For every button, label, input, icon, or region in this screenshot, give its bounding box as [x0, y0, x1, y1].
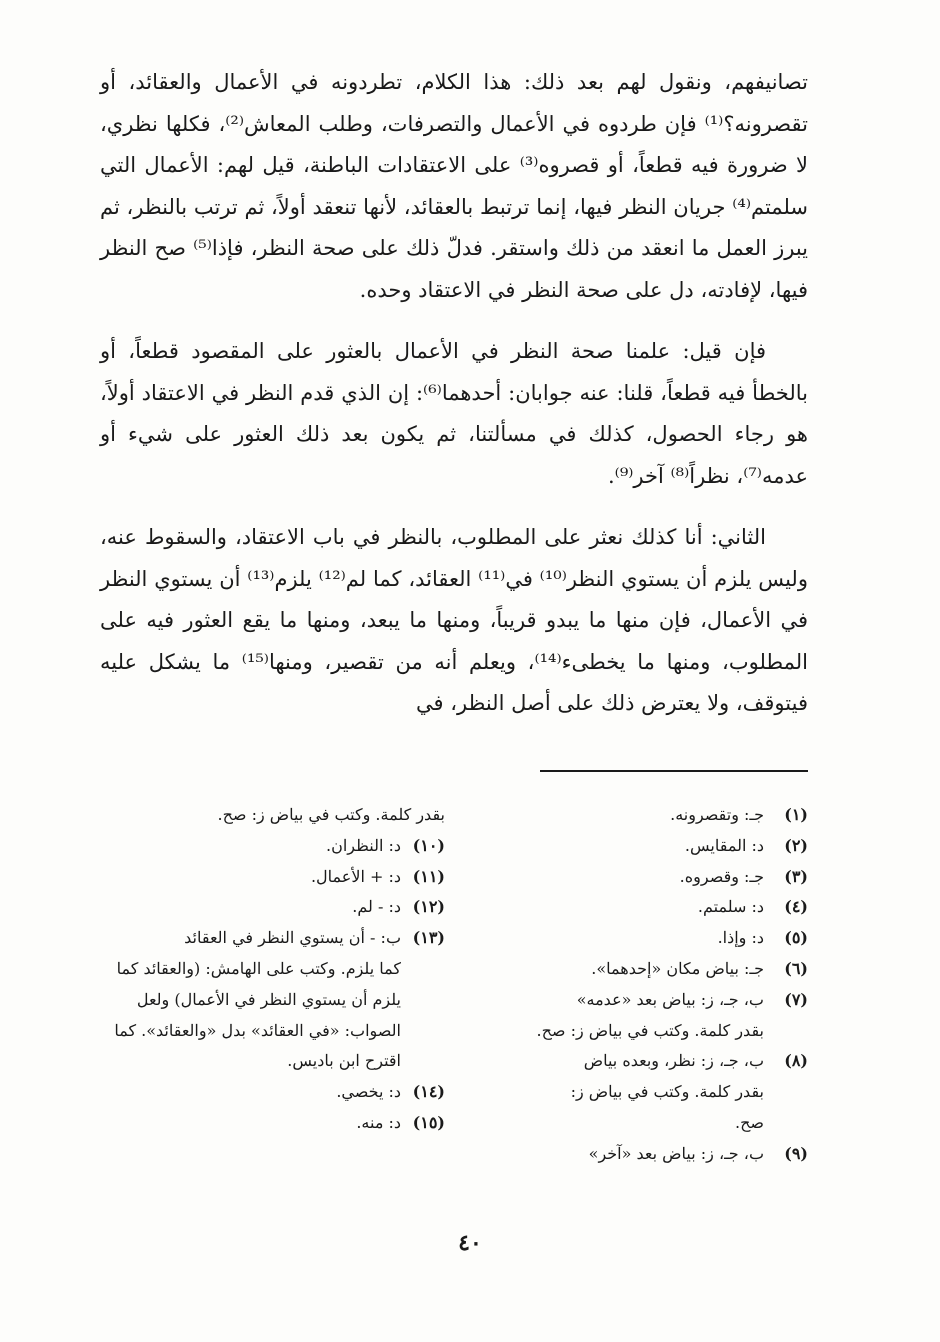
- footnote-number: (٨): [784, 1051, 808, 1071]
- footnote-number: (٣): [784, 866, 808, 886]
- paragraph: الثاني: أنا كذلك نعثر على المطلوب، بالنظر في باب الاعتقاد، والسقوط عنه، وليس يلزم أن يستوي النظر⁽¹⁰⁾ في⁽¹¹⁾ العقائد، كما لم⁽¹²⁾ يلزم⁽¹³⁾ أن يستوي النظر في الأعمال، فإن منها ما يبدو قريباً، ومنها ما يبعد، ومنها ما يقع العثور فيه على المطلوب، ومنها ما يخطىء⁽¹⁴⁾، ويعلم أنه من تقصير، ومنها⁽¹⁵⁾ ما يشكل عليه فيتوقف، ولا يعترض ذلك على أصل النظر، في: [100, 525, 808, 715]
- footnote: [100, 831, 445, 862]
- footnote-number: (١٤): [412, 1082, 445, 1102]
- footnote: [100, 862, 445, 893]
- footnote: [478, 831, 808, 862]
- footnote-text: د: سلمتم.: [697, 897, 764, 917]
- footnote-continuation: بقدر كلمة. وكتب في بياض ز:: [570, 1082, 764, 1102]
- footnote-text: ب، جـ، ز: بياض بعد «آخر»: [588, 1143, 764, 1163]
- footnote: [100, 1077, 445, 1108]
- footnote-number: (١٣): [412, 928, 445, 948]
- footnote-number: (٢): [784, 835, 808, 855]
- footnote: [478, 1139, 808, 1170]
- main-text: [100, 62, 808, 745]
- footnote: [478, 954, 808, 985]
- footnote-text: جـ: وتقصرونه.: [670, 805, 764, 824]
- footnote-continuation: بقدر كلمة. وكتب في بياض ز: صح.: [217, 805, 445, 824]
- footnote-number: (٩): [784, 1143, 808, 1163]
- footnote-text: د: - لم.: [352, 897, 401, 917]
- footnote-text: د: وإذا.: [717, 928, 764, 948]
- footnotes-left-column: [100, 800, 445, 1139]
- footnote-separator: [540, 770, 808, 772]
- footnote-text: جـ: بياض مكان «إحدهما».: [591, 958, 764, 978]
- footnote-text: ب: - أن يستوي النظر في العقائد: [184, 928, 401, 948]
- footnote: [100, 892, 445, 923]
- footnote-continuation: كما يلزم. وكتب على الهامش: (والعقائد كما يلزم أن يستوي النظر في الأعمال) ولعل الصواب: «في العقائد» بدل «والعقائد». كما اقترح ابن باديس.: [114, 958, 401, 1071]
- footnote-continuation: صح.: [735, 1112, 764, 1132]
- footnote-text: ب، جـ، ز: نظر، وبعده بياض: [583, 1051, 764, 1071]
- footnote-number: (٥): [784, 928, 808, 948]
- footnote: [100, 1108, 445, 1139]
- footnote-number: (٦): [784, 958, 808, 978]
- footnote: [478, 892, 808, 923]
- footnote-text: ب، جـ، ز: بياض بعد «عدمه»: [576, 989, 764, 1009]
- footnote: [100, 923, 445, 954]
- footnote-text: د: منه.: [356, 1112, 401, 1132]
- footnote-number: (١٥): [412, 1112, 445, 1132]
- footnote-number: (٤): [784, 897, 808, 917]
- footnote-number: (١١): [412, 866, 445, 886]
- footnote-text: جـ: وقصروه.: [679, 866, 764, 886]
- footnote-text: د: المقايس.: [684, 835, 764, 855]
- footnote-text: د: النظران.: [326, 835, 401, 855]
- footnote: [478, 862, 808, 893]
- footnote-number: (٧): [784, 989, 808, 1009]
- footnote: [478, 923, 808, 954]
- page-number: ٤٠: [458, 1230, 482, 1256]
- footnote-number: (١٠): [412, 835, 445, 855]
- paragraph: تصانيفهم، ونقول لهم بعد ذلك: هذا الكلام، تطردونه في الأعمال والعقائد، أو تقصرونه؟⁽¹⁾ فإن طردوه في الأعمال والتصرفات، وطلب المعاش⁽²⁾، فكلها نظري، لا ضرورة فيه قطعاً، أو قصروه⁽³⁾ على الاعتقادات الباطنة، قيل لهم: الأعمال التي سلمتم⁽⁴⁾ جريان النظر فيها، إنما ترتبط بالعقائد، لأنها تنعقد أولاً، ثم ترتب بالنظر، ثم يبرز العمل ما انعقد من ذلك واستقر. فدلّ ذلك على صحة النظر، فإذا⁽⁵⁾ صح النظر فيها، لإفادته، دل على صحة النظر في الاعتقاد وحده.: [100, 70, 809, 302]
- footnote: [478, 985, 808, 1016]
- footnote-text: د: يخصي.: [336, 1082, 401, 1102]
- footnote-number: (١٢): [412, 897, 445, 917]
- footnote-text: د: + الأعمال.: [310, 866, 401, 886]
- footnote-number: (١): [784, 805, 808, 824]
- footnote-continuation: بقدر كلمة. وكتب في بياض ز: صح.: [536, 1020, 764, 1040]
- paragraph: فإن قيل: علمنا صحة النظر في الأعمال بالعثور على المقصود قطعاً، أو بالخطأ فيه قطعاً، قلنا: عنه جوابان: أحدهما⁽⁶⁾: إن الذي قدم النظر في الاعتقاد أولاً، هو رجاء الحصول، كذلك في مسألتنا، ثم يكون بعد ذلك العثور على شيء أو عدمه⁽⁷⁾، نظراً⁽⁸⁾ آخر⁽⁹⁾.: [100, 339, 808, 488]
- footnotes-right-column: [478, 800, 808, 1170]
- footnote: [478, 1046, 808, 1077]
- footnote: [478, 800, 808, 831]
